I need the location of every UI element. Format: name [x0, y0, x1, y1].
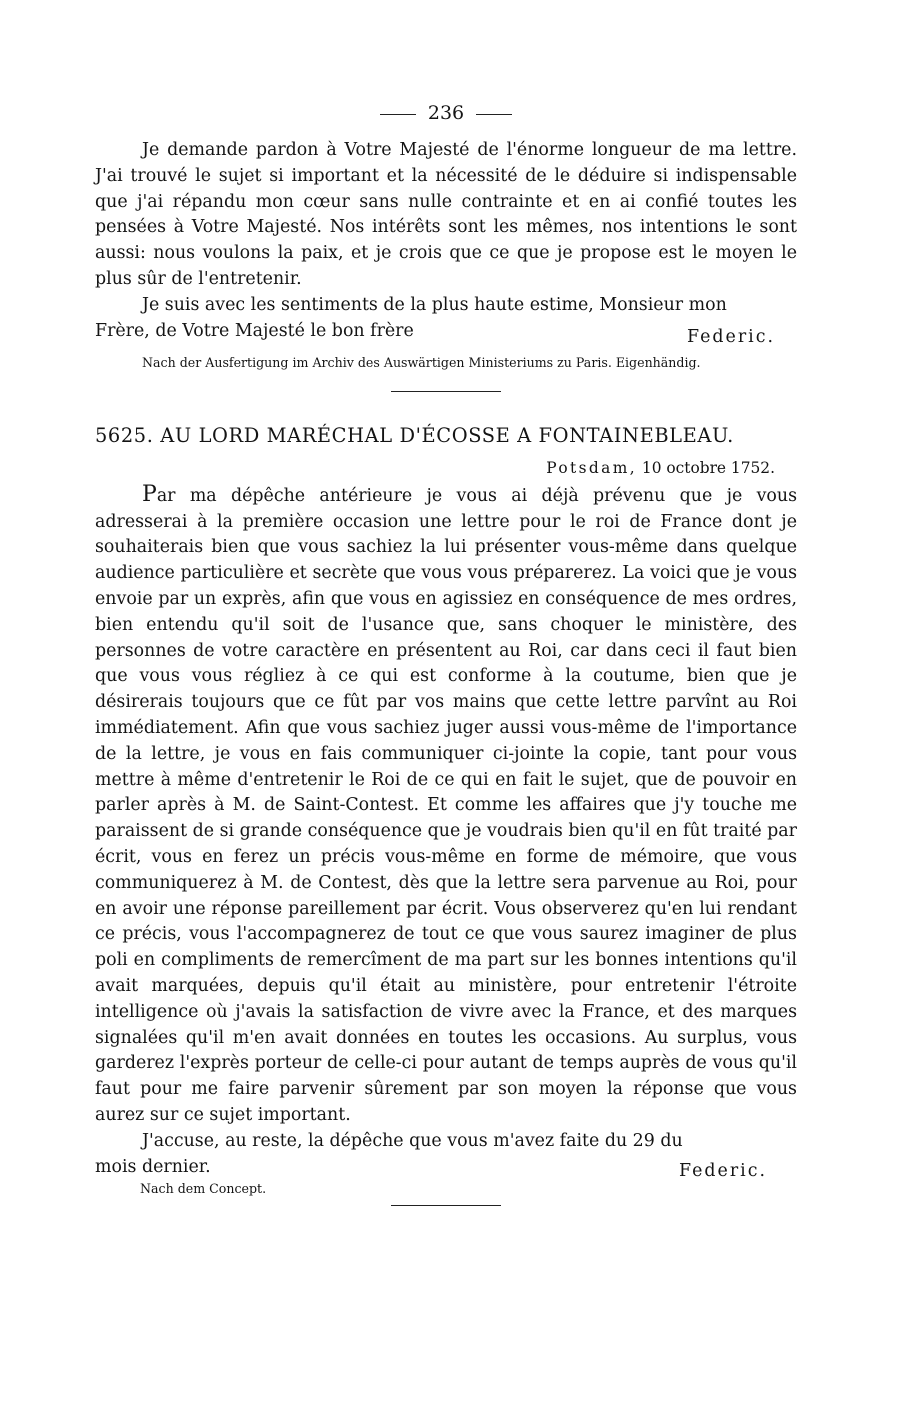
letter2-closing-line1: J'accuse, au reste, la dépêche que vous m'avez faite du 29 du — [142, 1130, 683, 1151]
page-number-line — [95, 96, 797, 130]
letter2-dateline-place: Potsdam, — [546, 458, 637, 477]
letter1-signature: Federic. — [687, 326, 775, 347]
letter1-closing-line2: Frère, de Votre Majesté le bon frère — [95, 320, 414, 341]
letter1-source-note: Nach der Ausfertigung im Archiv des Auswärtigen Ministeriums zu Paris. Eigenhändig. — [142, 354, 701, 370]
letter2-first-letter: P — [142, 481, 157, 507]
section-divider — [391, 391, 501, 392]
page-number: 236 — [427, 102, 465, 124]
letter1-closing — [95, 293, 797, 347]
letter2-paragraph — [95, 482, 797, 1129]
letter1-closing-line1: Je suis avec les sentiments de la plus haute estime, Monsieur mon — [142, 294, 727, 315]
letter2-signature: Federic. — [679, 1160, 767, 1181]
document-page — [95, 96, 797, 1206]
letter2-dateline-date: 10 octobre 1752. — [641, 458, 775, 477]
page-number-dash-left — [380, 114, 416, 115]
end-divider — [391, 1205, 501, 1206]
letter2-paragraph-text: ar ma dépêche antérieure je vous ai déjà prévenu que je vous adresserai à la première occasion une lettre pour le roi de France dont je souhaiterais bien que vous sachiez la lui présenter vous-même dans quelque audience particulière et secrète que vous vous préparerez. La voici que je vous envoie par un exprès, afin que vous en agissiez en conséquence de mes ordres, bien entendu qu'il soit de l'usance que, sans choquer le ministère, des personnes de votre caractère en présentent au Roi, car dans ceci il faut bien que vous vous régliez à ce qui est conforme à la coutume, bien que je désirerais toujours que ce fût par vos mains que cette lettre parvînt au Roi immédiatement. Afin que vous sachiez juger aussi vous-même de l'importance de la lettre, je vous en fais communiquer ci-jointe la copie, tant pour vous mettre à même d'entretenir le Roi de ce qui en fait le sujet, que de pouvoir en parler après à M. de Saint-Contest. Et comme les affaires que j'y touche me paraissent de si grande conséquence que je voudrais bien qu'il en fût traité par écrit, vous en ferez un précis vous-même en forme de mémoire, que vous communiquerez à M. de Contest, dès que la lettre sera parvenue au Roi, pour en avoir une réponse pareillement par écrit. Vous observerez qu'en lui rendant ce précis, vous l'accompagnerez de tout ce que vous saurez imaginer de plus poli en compliments de remercîment de ma part sur les bonnes intentions qu'il avait marquées, depuis qu'il était au ministère, pour entretenir l'étroite intelligence où j'avais la satisfaction de vivre avec la France, et des marques signalées qu'il m'en avait données en toutes les occasions. Au surplus, vous garderez l'exprès porteur de celle-ci pour autant de temps auprès de vous qu'il faut pour me faire parvenir sûrement par son moyen la réponse que vous aurez sur ce sujet important. — [95, 485, 797, 1125]
letter1-paragraph: Je demande pardon à Votre Majesté de l'énorme longueur de ma lettre. J'ai trouvé le sujet si important et la nécessité de le déduire si indispensable que j'ai répandu mon cœur sans nulle contrainte et en ai confié toutes les pensées à Votre Majesté. Nos intérêts sont les mêmes, nos intentions le sont aussi: nous voulons la paix, et je crois que ce que je propose est le moyen le plus sûr de l'entretenir. — [95, 140, 797, 289]
letter2-dateline — [95, 456, 775, 480]
letter2-heading: 5625. AU LORD MARÉCHAL D'ÉCOSSE A FONTAINEBLEAU. — [95, 423, 734, 447]
page-number-dash-right — [476, 114, 512, 115]
letter2-source-note: Nach dem Concept. — [140, 1180, 267, 1196]
letter2-closing — [95, 1129, 797, 1183]
letter2-closing-line2: mois dernier. — [95, 1156, 211, 1177]
